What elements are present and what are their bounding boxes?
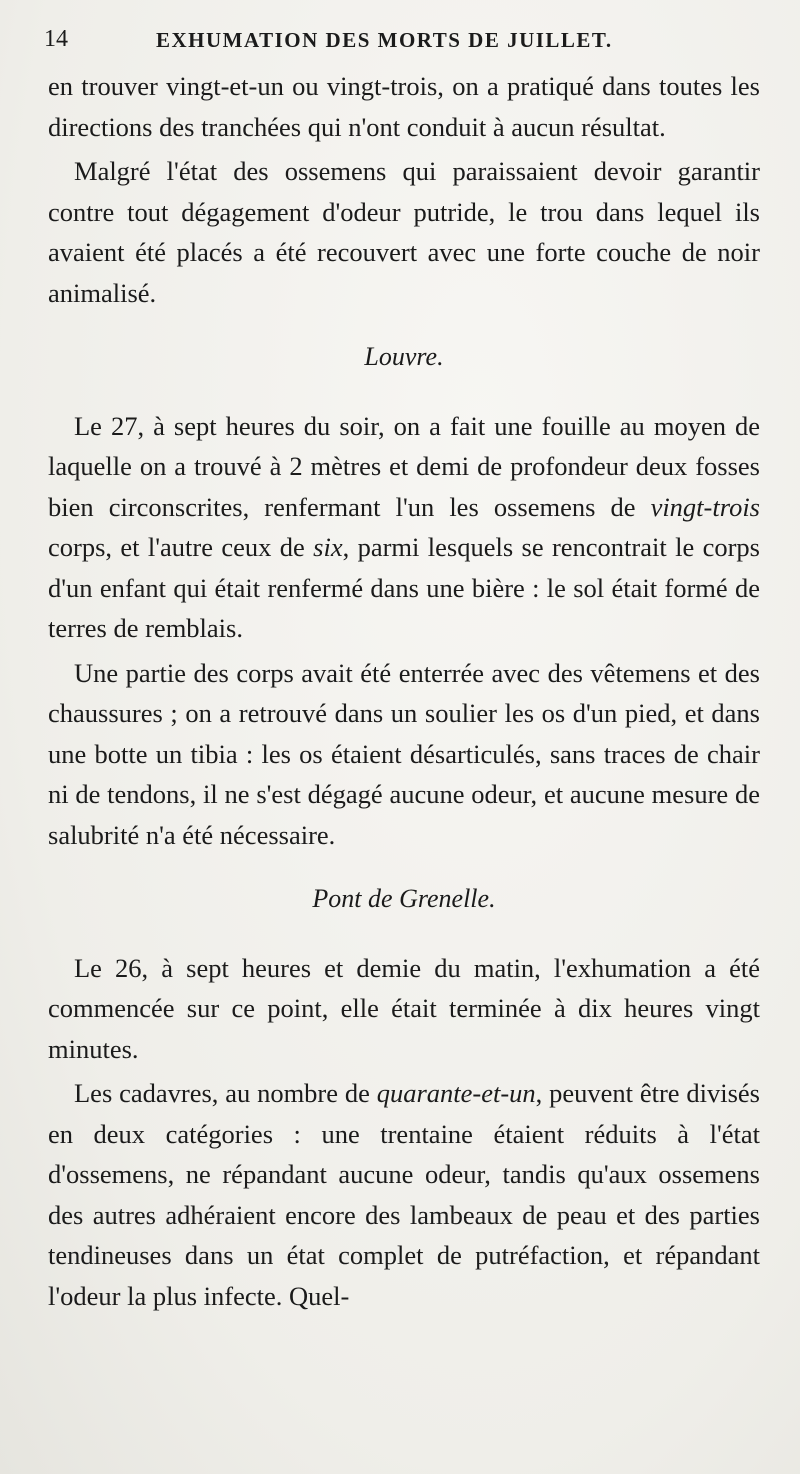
paragraph-continuation: en trouver vingt-et-un ou vingt-trois, on a pratiqué dans toutes les directions des tranchées qui n'ont conduit à aucun résultat. — [48, 71, 760, 142]
paragraph-louvre-2: Une partie des corps avait été enterrée avec des vêtemens et des chaussures ; on a retrouvé dans un soulier les os d'un pied, et dans une botte un tibia : les os étaient désarticulés, sans traces de chair ni de tendons, il ne s'est dégagé aucune odeur, et aucune mesure de salubrité n'a été nécessaire. — [48, 657, 760, 850]
paragraph-ossemens: Malgré l'état des ossemens qui paraissaient devoir garantir contre tout dégagement d'odeur putride, le trou dans lequel ils avaient été placés a été recouvert avec une forte couche de noir animalisé. — [48, 156, 760, 308]
page-number: 14 — [44, 26, 68, 52]
paragraph-grenelle-1: Le 26, à sept heures et demie du matin, l'exhumation a été commencée sur ce point, elle était terminée à dix heures vingt minutes. — [48, 952, 760, 1064]
page-header — [44, 18, 770, 58]
running-title: EXHUMATION DES MORTS DE JUILLET. — [156, 28, 613, 52]
section-title-louvre: Louvre. — [364, 342, 444, 371]
paragraph-grenelle-2: Les cadavres, au nombre de quarante-et-un, peuvent être divisés en deux catégories : une trentaine étaient réduits à l'état d'ossemens, ne répandant aucune odeur, tandis qu'aux ossemens des autres adhéraient encore des lambeaux de peau et des parties tendineuses dans un état complet de putréfaction, et répandant l'odeur la plus infecte. Quel- — [48, 1078, 760, 1311]
page-body — [48, 66, 760, 1316]
section-title-grenelle: Pont de Grenelle. — [312, 884, 496, 913]
paragraph-louvre-1: Le 27, à sept heures du soir, on a fait une fouille au moyen de laquelle on a trouvé à 2 mètres et demi de profondeur deux fosses bien circonscrites, renfermant l'un les ossemens de vingt-trois corps, et l'autre ceux de six, parmi lesquels se rencontrait le corps d'un enfant qui était renfermé dans une bière : le sol était formé de terres de remblais. — [48, 410, 760, 643]
